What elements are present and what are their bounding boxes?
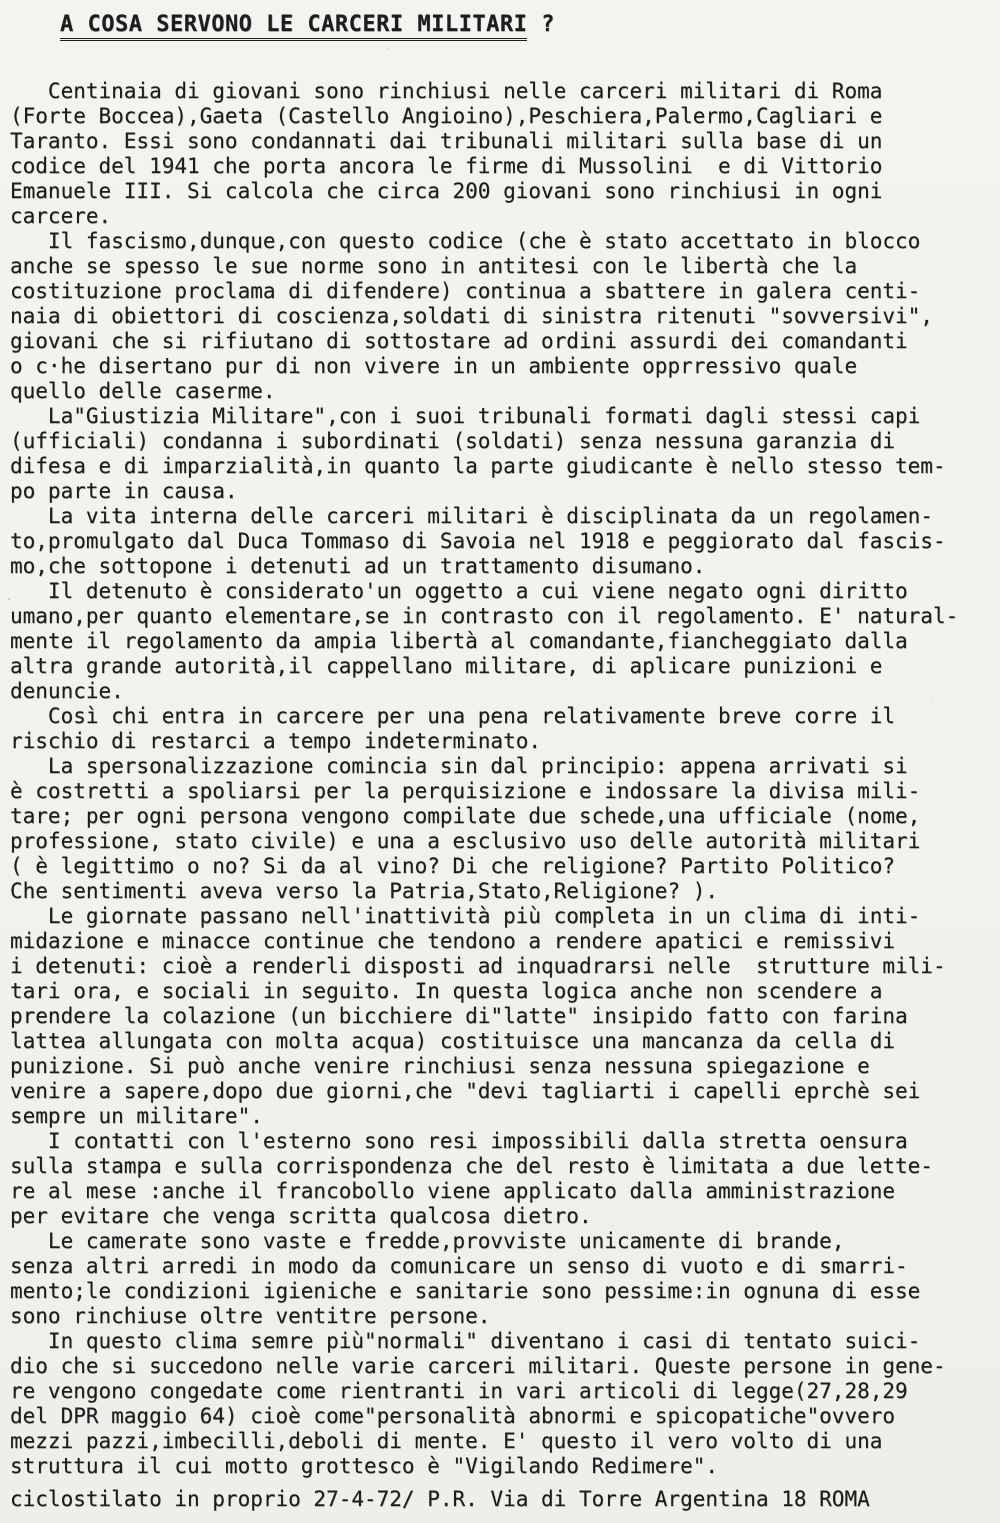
- text-line: difesa e di imparzialità,in quanto la parte giudicante è nello stesso tem-: [10, 454, 946, 478]
- text-line: re al mese :anche il francobollo viene applicato dalla amministrazione: [10, 1179, 896, 1203]
- text-line: Il detenuto è considerato'un oggetto a cui viene negato ogni diritto: [10, 579, 908, 603]
- paragraph: [10, 1329, 992, 1479]
- text-line: Che sentimenti aveva verso la Patria,Stato,Religione? ).: [10, 879, 719, 903]
- text-line: re vengono congedate come rientranti in vari articoli di legge(27,28,29: [10, 1379, 908, 1403]
- text-line: denuncie.: [10, 679, 124, 703]
- text-line: tare; per ogni persona vengono compilate due schede,una ufficiale (nome,: [10, 804, 921, 828]
- text-line: Il fascismo,dunque,con questo codice (che è stato accettato in blocco: [10, 229, 921, 253]
- text-line: naia di obiettori di coscienza,soldati di sinistra ritenuti "sovversivi",: [10, 304, 933, 328]
- text-line: (Forte Boccea),Gaeta (Castello Angioino),Peschiera,Palermo,Cagliari e: [10, 104, 883, 128]
- paragraph: [10, 1229, 992, 1329]
- text-line: mento;le condizioni igieniche e sanitarie sono pessime:in ognuna di esse: [10, 1279, 921, 1303]
- text-line: Taranto. Essi sono condannati dai tribunali militari sulla base di un: [10, 129, 883, 153]
- text-line: codice del 1941 che porta ancora le firme di Mussolini e di Vittorio: [10, 154, 883, 178]
- paragraph: [10, 404, 992, 504]
- paragraph: [10, 904, 992, 1129]
- paragraph: [10, 79, 992, 229]
- paragraph: [10, 504, 992, 579]
- text-line: mezzi pazzi,imbecilli,deboli di mente. E' questo il vero volto di una: [10, 1429, 883, 1453]
- text-line: po parte in causa.: [10, 479, 238, 503]
- text-line: altra grande autorità,il cappellano militare, di aplicare punizioni e: [10, 654, 883, 678]
- text-line: quello delle caserme.: [10, 379, 276, 403]
- text-line: Le giornate passano nell'inattività più completa in un clima di inti-: [10, 904, 921, 928]
- text-line: to,promulgato dal Duca Tommaso di Savoia nel 1918 e peggiorato dal fascis-: [10, 529, 946, 553]
- text-line: La"Giustizia Militare",con i suoi tribunali formati dagli stessi capi: [10, 404, 921, 428]
- paragraph: [10, 704, 992, 754]
- page-title-question-mark: ?: [527, 12, 555, 37]
- text-line: per evitare che venga scritta qualcosa dietro.: [10, 1204, 592, 1228]
- document-body: [10, 79, 992, 1479]
- text-line: senza altri arredi in modo da comunicare un senso di vuoto e di smarri-: [10, 1254, 908, 1278]
- page-title: [60, 12, 555, 41]
- text-line: ( è legittimo o no? Si da al vino? Di che religione? Partito Politico?: [10, 854, 896, 878]
- text-line: Così chi entra in carcere per una pena relativamente breve corre il: [10, 704, 896, 728]
- text-line: struttura il cui motto grottesco è "Vigilando Redimere".: [10, 1454, 719, 1478]
- text-line: è costretti a spoliarsi per la perquisizione e indossare la divisa mili-: [10, 779, 921, 803]
- paragraph: [10, 579, 992, 704]
- text-line: o c·he disertano pur di non vivere in un ambiente opprressivo quale: [10, 354, 858, 378]
- colophon-line: ciclostilato in proprio 27-4-72/ P.R. Via di Torre Argentina 18 ROMA: [10, 1487, 870, 1511]
- text-line: del DPR maggio 64) cioè come"personalità abnormi e spicopatiche"ovvero: [10, 1404, 896, 1428]
- text-line: I contatti con l'esterno sono resi impossibili dalla stretta oensura: [10, 1129, 908, 1153]
- text-line: tari ora, e sociali in seguito. In questa logica anche non scendere a: [10, 979, 883, 1003]
- text-line: venire a sapere,dopo due giorni,che "devi tagliarti i capelli eprchè sei: [10, 1079, 921, 1103]
- text-line: anche se spesso le sue norme sono in antitesi con le libertà che la: [10, 254, 858, 278]
- text-line: costituzione proclama di difendere) continua a sbattere in galera centi-: [10, 279, 921, 303]
- text-line: La spersonalizzazione comincia sin dal principio: appena arrivati si: [10, 754, 908, 778]
- text-line: Emanuele III. Si calcola che circa 200 giovani sono rinchiusi in ogni: [10, 179, 883, 203]
- text-line: midazione e minacce continue che tendono a rendere apatici e remissivi: [10, 929, 896, 953]
- text-line: mente il regolamento da ampia libertà al comandante,fiancheggiato dalla: [10, 629, 908, 653]
- text-line: dio che si succedono nelle varie carceri militari. Queste persone in gene-: [10, 1354, 946, 1378]
- paragraph: [10, 754, 992, 904]
- text-line: punizione. Si può anche venire rinchiusi senza nessuna spiegazione e: [10, 1054, 870, 1078]
- text-line: prendere la colazione (un bicchiere di"latte" insipido fatto con farina: [10, 1004, 908, 1028]
- text-line: La vita interna delle carceri militari è disciplinata da un regolamen-: [10, 504, 933, 528]
- text-line: i detenuti: cioè a renderli disposti ad inquadrarsi nelle strutture mili-: [10, 954, 946, 978]
- text-line: umano,per quanto elementare,se in contrasto con il regolamento. E' natural-: [10, 604, 959, 628]
- text-line: professione, stato civile) e una a esclusivo uso delle autorità militari: [10, 829, 921, 853]
- text-line: lattea allungata con molta acqua) costituisce una mancanza da cella di: [10, 1029, 896, 1053]
- paragraph: [10, 1129, 992, 1229]
- paragraph: [10, 229, 992, 404]
- text-line: In questo clima semre più"normali" diventano i casi di tentato suici-: [10, 1329, 921, 1353]
- text-line: carcere.: [10, 204, 112, 228]
- text-line: sono rinchiuse oltre ventitre persone.: [10, 1304, 491, 1328]
- text-line: Le camerate sono vaste e fredde,provviste unicamente di brande,: [10, 1229, 845, 1253]
- text-line: Centinaia di giovani sono rinchiusi nelle carceri militari di Roma: [10, 79, 883, 103]
- text-line: sempre un militare".: [10, 1104, 263, 1128]
- text-line: giovani che si rifiutano di sottostare ad ordini assurdi dei comandanti: [10, 329, 908, 353]
- page-title-text: A COSA SERVONO LE CARCERI MILITARI: [60, 12, 527, 41]
- text-line: (ufficiali) condanna i subordinati (soldati) senza nessuna garanzia di: [10, 429, 896, 453]
- text-line: mo,che sottopone i detenuti ad un trattamento disumano.: [10, 554, 706, 578]
- text-line: sulla stampa e sulla corrispondenza che del resto è limitata a due lette-: [10, 1154, 933, 1178]
- paper-speckles: [0, 0, 2, 2]
- text-line: rischio di restarci a tempo indeterminato.: [10, 729, 542, 753]
